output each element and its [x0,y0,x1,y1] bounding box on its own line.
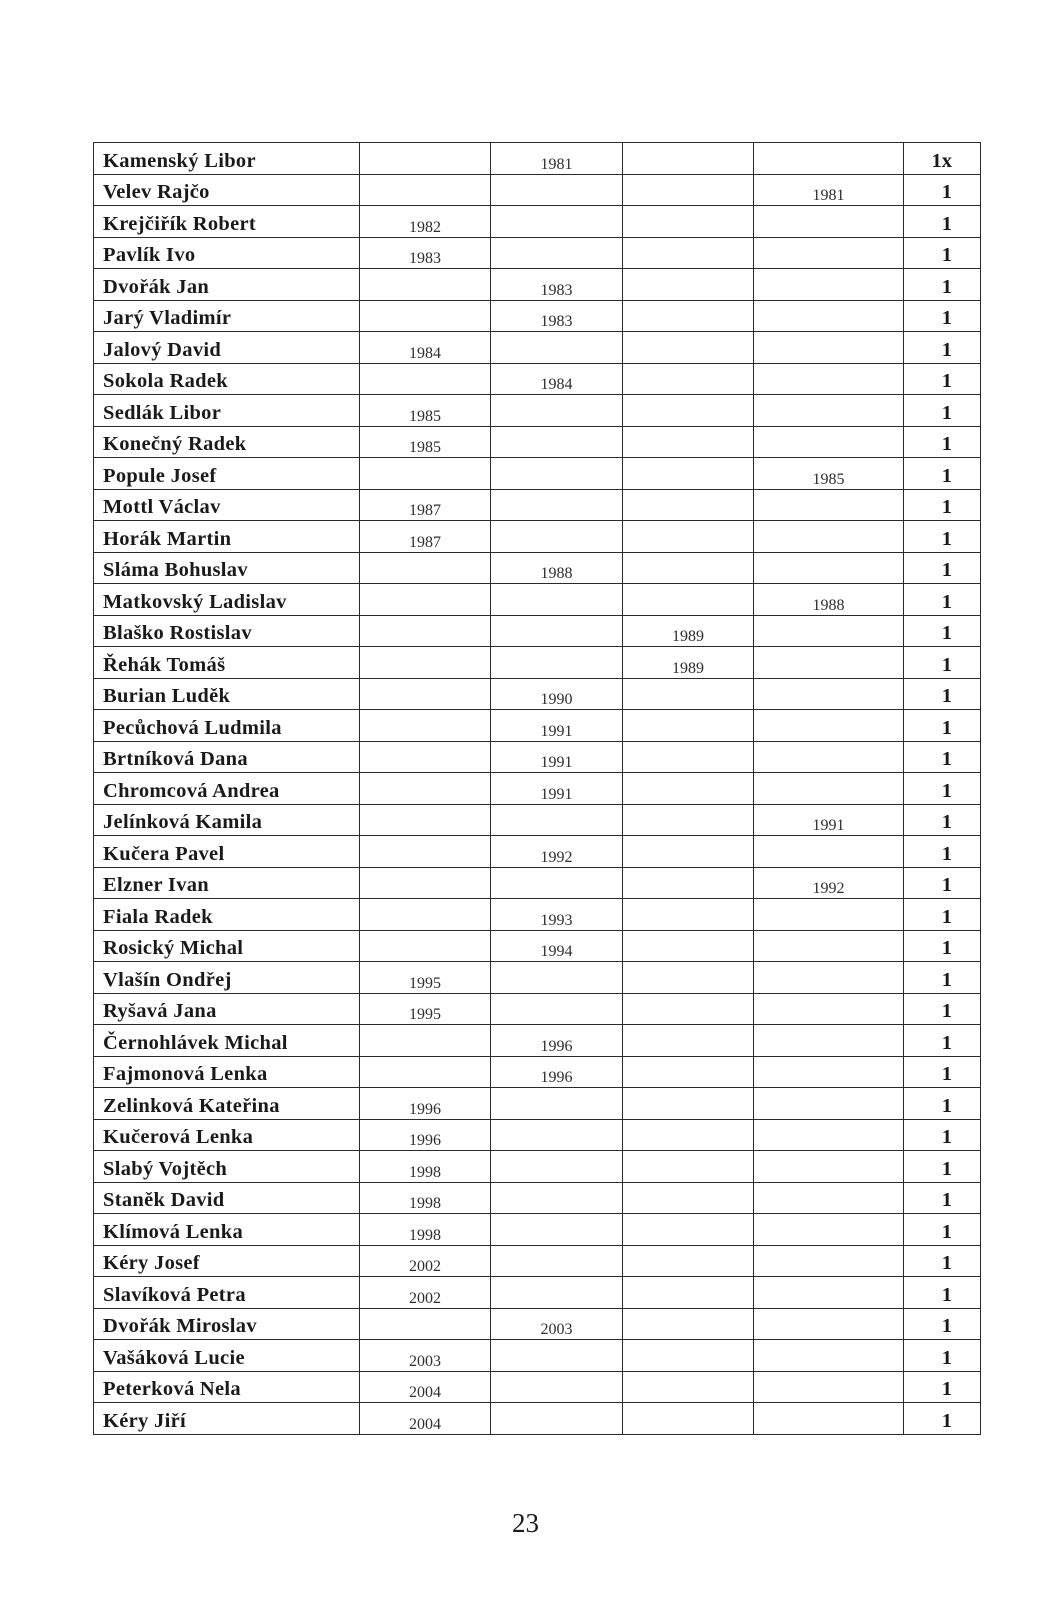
year-cell [623,836,754,868]
year-cell [754,300,904,332]
year-cell [754,1371,904,1403]
year-cell: 1984 [491,363,623,395]
year-cell [491,395,623,427]
year-cell [491,615,623,647]
year-cell: 2003 [491,1308,623,1340]
year-cell [623,143,754,175]
count-cell: 1 [904,647,981,679]
count-cell: 1 [904,741,981,773]
year-cell [623,521,754,553]
person-name-cell: Dvořák Jan [94,269,360,301]
table-row [94,458,981,490]
table-row [94,773,981,805]
year-cell: 1998 [360,1214,491,1246]
year-cell [360,300,491,332]
count-cell: 1 [904,773,981,805]
table-row [94,269,981,301]
year-cell [491,426,623,458]
year-cell [754,930,904,962]
year-cell [491,174,623,206]
year-cell [360,741,491,773]
table-row [94,174,981,206]
count-cell: 1 [904,1403,981,1435]
person-name-cell: Velev Rajčo [94,174,360,206]
table-row [94,1371,981,1403]
year-cell [491,804,623,836]
table-row [94,710,981,742]
table-row [94,206,981,238]
count-cell: 1 [904,1119,981,1151]
person-name-cell: Jarý Vladimír [94,300,360,332]
table-row [94,993,981,1025]
year-cell [754,1025,904,1057]
person-name-cell: Horák Martin [94,521,360,553]
year-cell [623,269,754,301]
person-name-cell: Pavlík Ivo [94,237,360,269]
year-cell [623,1088,754,1120]
year-cell: 1995 [360,962,491,994]
count-cell: 1 [904,1277,981,1309]
year-cell [623,993,754,1025]
year-cell: 1988 [754,584,904,616]
year-cell: 1989 [623,647,754,679]
year-cell [491,237,623,269]
year-cell [623,773,754,805]
year-cell [754,1245,904,1277]
person-name-cell: Kéry Jiří [94,1403,360,1435]
count-cell: 1 [904,174,981,206]
count-cell: 1 [904,1056,981,1088]
count-cell: 1 [904,930,981,962]
table-row [94,836,981,868]
count-cell: 1 [904,1214,981,1246]
year-cell [623,1308,754,1340]
year-cell [491,1182,623,1214]
year-cell [360,930,491,962]
person-name-cell: Rosický Michal [94,930,360,962]
year-cell [623,237,754,269]
count-cell: 1 [904,332,981,364]
table-row [94,332,981,364]
table-row [94,1277,981,1309]
count-cell: 1 [904,584,981,616]
year-cell [754,1277,904,1309]
count-cell: 1 [904,1088,981,1120]
table-row [94,930,981,962]
year-cell [754,489,904,521]
year-cell [360,899,491,931]
year-cell [360,615,491,647]
year-cell [623,741,754,773]
table-row [94,615,981,647]
year-cell [754,552,904,584]
count-cell: 1 [904,899,981,931]
count-cell: 1 [904,552,981,584]
count-cell: 1 [904,1151,981,1183]
count-cell: 1 [904,426,981,458]
table-row [94,647,981,679]
year-cell [360,836,491,868]
year-cell [360,269,491,301]
year-cell: 1985 [754,458,904,490]
year-cell [623,804,754,836]
year-cell [754,993,904,1025]
count-cell: 1 [904,710,981,742]
year-cell [754,678,904,710]
year-cell [491,1119,623,1151]
page-number: 23 [512,1508,539,1538]
year-cell [360,804,491,836]
table-row [94,1119,981,1151]
year-cell [623,426,754,458]
year-cell [754,237,904,269]
year-cell [360,867,491,899]
person-name-cell: Elzner Ivan [94,867,360,899]
person-name-cell: Kamenský Libor [94,143,360,175]
person-name-cell: Vašáková Lucie [94,1340,360,1372]
year-cell [491,332,623,364]
person-name-cell: Popule Josef [94,458,360,490]
year-cell: 1996 [491,1056,623,1088]
year-cell [623,1214,754,1246]
year-cell [754,1340,904,1372]
person-name-cell: Mottl Václav [94,489,360,521]
year-cell [623,1403,754,1435]
year-cell [754,363,904,395]
table-row [94,1025,981,1057]
year-cell: 2003 [360,1340,491,1372]
year-cell [491,1403,623,1435]
person-name-cell: Vlašín Ondřej [94,962,360,994]
year-cell: 1982 [360,206,491,238]
table-row [94,678,981,710]
person-name-cell: Staněk David [94,1182,360,1214]
person-name-cell: Konečný Radek [94,426,360,458]
year-cell: 1998 [360,1151,491,1183]
count-cell: 1 [904,1182,981,1214]
year-cell [754,1403,904,1435]
person-name-cell: Černohlávek Michal [94,1025,360,1057]
year-cell [754,1151,904,1183]
year-cell: 1991 [754,804,904,836]
year-cell: 1981 [754,174,904,206]
year-cell [754,1056,904,1088]
year-cell [491,1371,623,1403]
year-cell [491,489,623,521]
person-name-cell: Sokola Radek [94,363,360,395]
person-name-cell: Sláma Bohuslav [94,552,360,584]
year-cell [623,395,754,427]
year-cell [623,1371,754,1403]
table-row [94,1088,981,1120]
person-name-cell: Kučerová Lenka [94,1119,360,1151]
count-cell: 1 [904,993,981,1025]
table-row [94,363,981,395]
year-cell [754,1088,904,1120]
year-cell [491,647,623,679]
year-cell [360,552,491,584]
year-cell: 1991 [491,741,623,773]
count-cell: 1 [904,1245,981,1277]
count-cell: 1 [904,269,981,301]
year-cell [360,584,491,616]
count-cell: 1x [904,143,981,175]
year-cell: 1983 [491,269,623,301]
year-cell [623,332,754,364]
year-cell [754,269,904,301]
year-cell [491,521,623,553]
year-cell [754,773,904,805]
year-cell [754,143,904,175]
count-cell: 1 [904,363,981,395]
year-cell: 2004 [360,1371,491,1403]
year-cell: 1984 [360,332,491,364]
year-cell [623,1277,754,1309]
count-cell: 1 [904,395,981,427]
year-cell [754,836,904,868]
count-cell: 1 [904,804,981,836]
year-cell: 1992 [754,867,904,899]
count-cell: 1 [904,300,981,332]
year-cell [623,1151,754,1183]
count-cell: 1 [904,678,981,710]
year-cell [491,962,623,994]
count-cell: 1 [904,1025,981,1057]
person-name-cell: Kučera Pavel [94,836,360,868]
count-cell: 1 [904,489,981,521]
year-cell [623,584,754,616]
year-cell: 1995 [360,993,491,1025]
count-cell: 1 [904,206,981,238]
year-cell [754,899,904,931]
table-row [94,962,981,994]
count-cell: 1 [904,836,981,868]
year-cell [623,1119,754,1151]
table-row [94,521,981,553]
year-cell [623,899,754,931]
year-cell: 1989 [623,615,754,647]
year-cell [623,174,754,206]
year-cell [754,1214,904,1246]
year-cell [360,458,491,490]
person-name-cell: Fajmonová Lenka [94,1056,360,1088]
count-cell: 1 [904,962,981,994]
year-cell: 1983 [491,300,623,332]
year-cell [360,143,491,175]
year-cell [491,1088,623,1120]
year-cell [360,678,491,710]
table-row [94,143,981,175]
table-row [94,300,981,332]
person-name-cell: Chromcová Andrea [94,773,360,805]
person-name-cell: Zelinková Kateřina [94,1088,360,1120]
count-cell: 1 [904,867,981,899]
year-cell [623,962,754,994]
table-row [94,1056,981,1088]
person-name-cell: Kéry Josef [94,1245,360,1277]
person-name-cell: Pecůchová Ludmila [94,710,360,742]
table-row [94,584,981,616]
year-cell [360,647,491,679]
year-cell [623,489,754,521]
count-cell: 1 [904,1308,981,1340]
year-cell: 1996 [360,1088,491,1120]
year-cell [754,521,904,553]
year-cell: 1987 [360,521,491,553]
person-name-cell: Matkovský Ladislav [94,584,360,616]
table-row [94,426,981,458]
table-row [94,1151,981,1183]
year-cell: 1987 [360,489,491,521]
person-name-cell: Fiala Radek [94,899,360,931]
table-row [94,1340,981,1372]
year-cell: 1998 [360,1182,491,1214]
table-row [94,741,981,773]
records-table-body [94,143,981,1435]
year-cell [754,1119,904,1151]
table-row [94,489,981,521]
year-cell: 1985 [360,426,491,458]
person-name-cell: Slavíková Petra [94,1277,360,1309]
year-cell [360,1025,491,1057]
person-name-cell: Klímová Lenka [94,1214,360,1246]
year-cell: 1994 [491,930,623,962]
table-row [94,1245,981,1277]
year-cell [491,458,623,490]
year-cell [360,1308,491,1340]
year-cell: 1990 [491,678,623,710]
count-cell: 1 [904,1340,981,1372]
year-cell: 1983 [360,237,491,269]
year-cell [491,584,623,616]
count-cell: 1 [904,521,981,553]
table-row [94,237,981,269]
year-cell [623,363,754,395]
year-cell [491,1277,623,1309]
year-cell: 1996 [491,1025,623,1057]
person-name-cell: Blaško Rostislav [94,615,360,647]
count-cell: 1 [904,615,981,647]
table-row [94,867,981,899]
table-row [94,804,981,836]
person-name-cell: Brtníková Dana [94,741,360,773]
table-row [94,1403,981,1435]
person-name-cell: Jelínková Kamila [94,804,360,836]
table-row [94,1182,981,1214]
year-cell [491,867,623,899]
year-cell: 1985 [360,395,491,427]
year-cell [623,552,754,584]
year-cell [491,993,623,1025]
year-cell: 1993 [491,899,623,931]
year-cell [623,867,754,899]
person-name-cell: Peterková Nela [94,1371,360,1403]
year-cell: 2002 [360,1245,491,1277]
year-cell [623,1056,754,1088]
year-cell [754,1182,904,1214]
table-row [94,899,981,931]
year-cell [623,1025,754,1057]
year-cell: 1991 [491,773,623,805]
year-cell [754,206,904,238]
person-name-cell: Ryšavá Jana [94,993,360,1025]
year-cell [623,678,754,710]
year-cell [491,1245,623,1277]
person-name-cell: Dvořák Miroslav [94,1308,360,1340]
year-cell [623,300,754,332]
year-cell [754,615,904,647]
year-cell [623,1182,754,1214]
count-cell: 1 [904,1371,981,1403]
year-cell [754,710,904,742]
year-cell [754,741,904,773]
year-cell [623,710,754,742]
count-cell: 1 [904,458,981,490]
year-cell [491,1151,623,1183]
table-row [94,1214,981,1246]
year-cell [754,962,904,994]
year-cell [360,1056,491,1088]
year-cell: 1996 [360,1119,491,1151]
year-cell [754,1308,904,1340]
year-cell [754,395,904,427]
year-cell [754,426,904,458]
year-cell: 2002 [360,1277,491,1309]
year-cell: 2004 [360,1403,491,1435]
year-cell [623,206,754,238]
year-cell: 1992 [491,836,623,868]
year-cell [360,363,491,395]
year-cell [623,930,754,962]
year-cell [754,332,904,364]
count-cell: 1 [904,237,981,269]
person-name-cell: Jalový David [94,332,360,364]
person-name-cell: Slabý Vojtěch [94,1151,360,1183]
year-cell [360,773,491,805]
table-row [94,1308,981,1340]
year-cell: 1981 [491,143,623,175]
year-cell [491,1214,623,1246]
year-cell: 1991 [491,710,623,742]
year-cell [360,174,491,206]
year-cell: 1988 [491,552,623,584]
year-cell [623,1245,754,1277]
year-cell [491,206,623,238]
year-cell [360,710,491,742]
person-name-cell: Burian Luděk [94,678,360,710]
year-cell [623,458,754,490]
year-cell [491,1340,623,1372]
year-cell [623,1340,754,1372]
table-row [94,552,981,584]
table-row [94,395,981,427]
year-cell [754,647,904,679]
person-name-cell: Krejčiřík Robert [94,206,360,238]
records-table [93,142,981,1435]
person-name-cell: Řehák Tomáš [94,647,360,679]
person-name-cell: Sedlák Libor [94,395,360,427]
